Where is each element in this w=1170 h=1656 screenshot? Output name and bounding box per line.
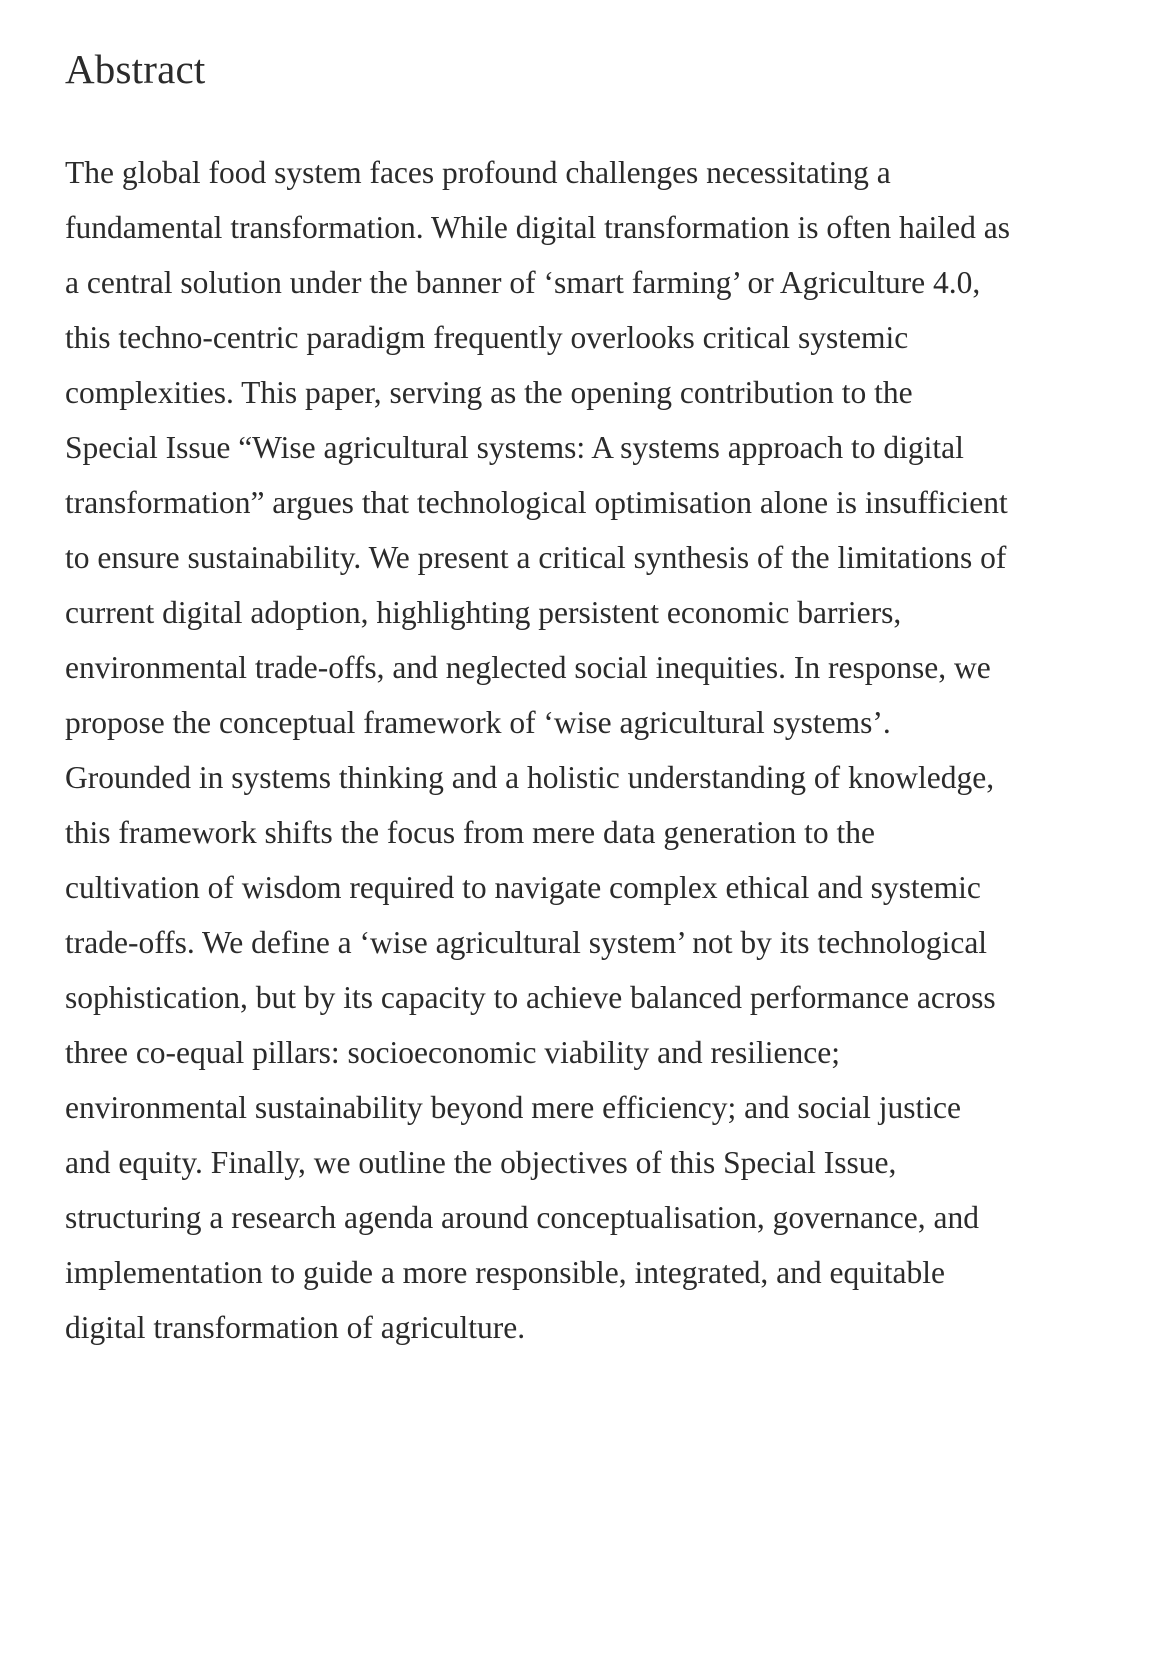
abstract-heading: Abstract	[65, 46, 206, 92]
abstract-paragraph: The global food system faces profound challenges necessitating a fundamental transformation. While digital transformation is often hailed as a central solution under the banner of ‘smart farming’ or Agriculture 4.0, this techno-centric paradigm frequently overlooks critical systemic complexities. This paper, serving as the opening contribution to the Special Issue “Wise agricultural systems: A systems approach to digital transformation” argues that technological optimisation alone is insufficient to ensure sustainability. We present a critical synthesis of the limitations of current digital adoption, highlighting persistent economic barriers, environmental trade-offs, and neglected social inequities. In response, we propose the conceptual framework of ‘wise agricultural systems’. Grounded in systems thinking and a holistic understanding of knowledge, this framework shifts the focus from mere data generation to the cultivation of wisdom required to navigate complex ethical and systemic trade-offs. We define a ‘wise agricultural system’ not by its technological sophistication, but by its capacity to achieve balanced performance across three co-equal pillars: socioeconomic viability and resilience; environmental sustainability beyond mere efficiency; and social justice and equity. Finally, we outline the objectives of this Special Issue, structuring a research agenda around conceptualisation, governance, and implementation to guide a more responsible, integrated, and equitable digital transformation of agriculture.	[65, 155, 1011, 1346]
